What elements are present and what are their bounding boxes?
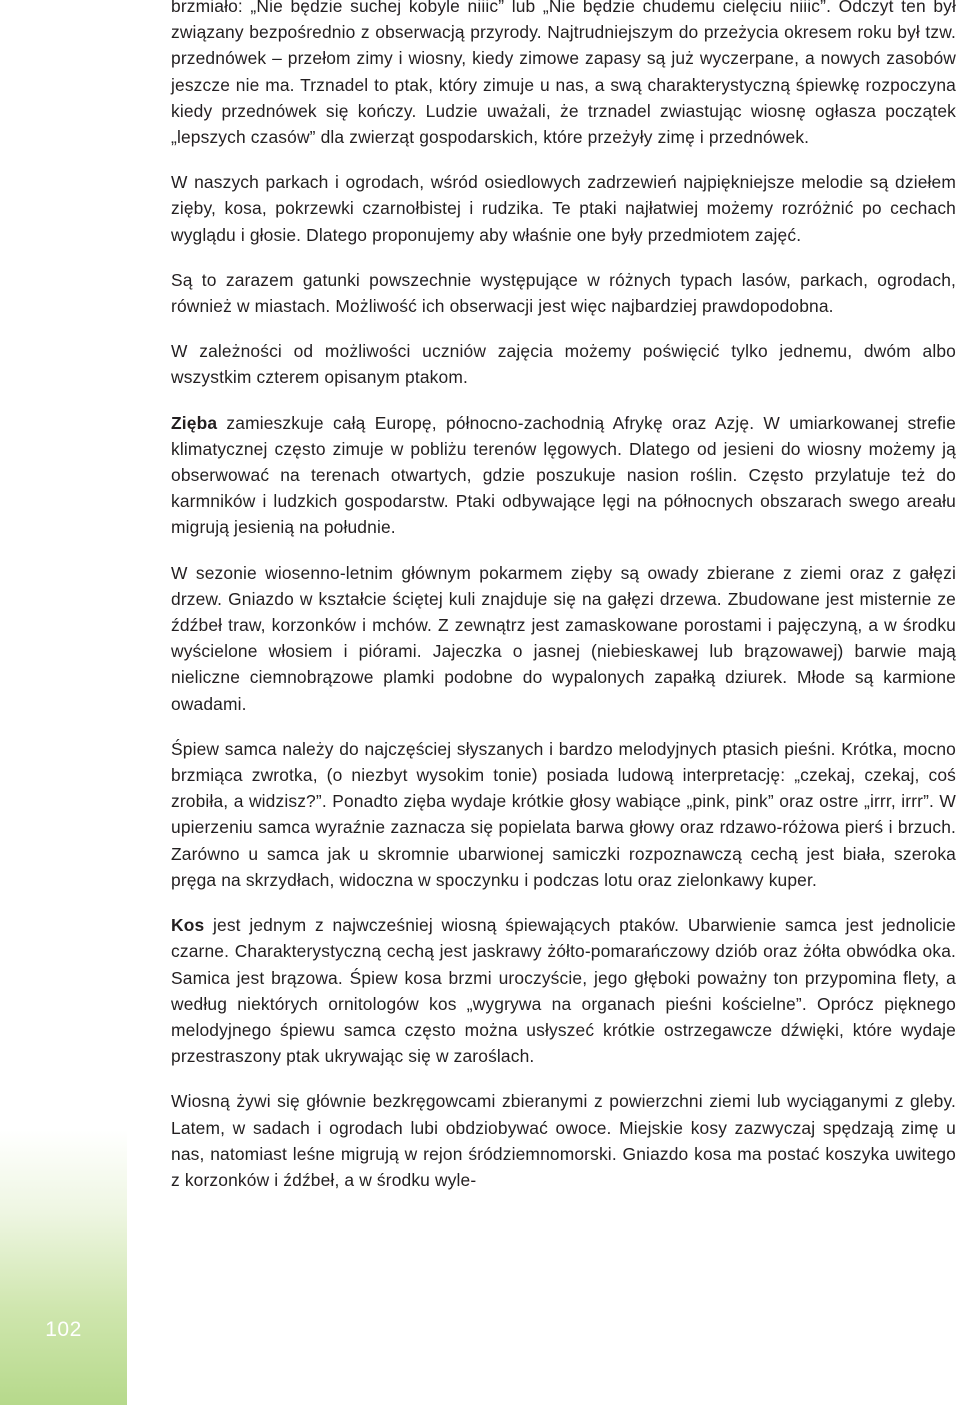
paragraph-kos-diet [171,1088,956,1193]
paragraph-text: brzmiało: „Nie będzie suchej kobyle niiic” lub „Nie będzie chudemu cielęciu niiic”. Odczyt ten był związany bezpośrednio z obserwacją przyrody. Najtrudniejszym do przeżycia okresem roku był tzw. przednówek – przełom zimy i wiosny, kiedy zimowe zapasy są już wyczerpane, a nowych zasobów jeszcze nie ma. Trznadel to ptak, który zimuje u nas, a swą charakterystyczną śpiewkę rozpoczyna kiedy przednówek się kończy. Ludzie uważali, że trznadel zwiastując wiosnę ogłasza początek „lepszych czasów” dla zwierząt gospodarskich, które przeżyły zimę i przednówek. [171,0,956,148]
paragraph-kos-song [171,912,956,1069]
paragraph-text: W zależności od możliwości uczniów zajęcia możemy poświęcić tylko jednemu, dwóm albo wszystkim czterem opisanym ptakom. [171,341,956,388]
paragraph-text: W sezonie wiosenno-letnim głównym pokarmem zięby są owady zbierane z ziemi oraz z gałęzi drzew. Gniazdo w kształcie ściętej kuli znajduje się na gałęzi drzewa. Zbudowane jest misternie ze źdźbeł traw, korzonków i mchów. Z zewnątrz jest zamaskowane porostami i pajęczyną, a w środku wyścielone włosiem i piórami. Jajeczka o jasnej (niebieskawej lub brązowawej) barwie mają nieliczne ciemnobrązowe plamki podobne do wypalonych zapałką dziurek. Młode są karmione owadami. [171,562,956,714]
paragraph-text: zamieszkuje całą Europę, północno-zachodnią Afrykę oraz Azję. W umiarkowanej strefie klimatycznej często zimuje w pobliżu terenów lęgowych. Dlatego od jesieni do wiosny możemy ją obserwować na terenach otwartych, gdzie poszukuje nasion roślin. Często przylatuje też do karmników i ludzkich gospodarstw. Ptaki odbywające lęgi na północnych obszarach swego areału migrują jesienią na południe. [171,412,956,538]
page-side-band [0,1130,127,1405]
paragraph-lesson-scope [171,338,956,390]
species-heading-zieba: Zięba [171,412,218,433]
species-heading-kos: Kos [171,915,205,936]
paragraph-przednowek [171,0,956,150]
paragraph-zieba-nest [171,560,956,717]
document-body [171,0,956,1212]
paragraph-zieba-song [171,736,956,893]
page-number: 102 [45,1318,82,1341]
paragraph-text: W naszych parkach i ogrodach, wśród osiedlowych zadrzewień najpiękniejsze melodie są dziełem zięby, kosa, pokrzewki czarnołbistej i rudzika. Te ptaki najłatwiej możemy rozróżnić po cechach wyglądu i głosie. Dlatego proponujemy aby właśnie one były przedmiotem zajęć. [171,172,956,245]
paragraph-text: Są to zarazem gatunki powszechnie występujące w różnych typach lasów, parkach, ogrodach, również w miastach. Możliwość ich obserwacji jest więc najbardziej prawdopodobna. [171,269,956,317]
paragraph-parks-birds [171,169,956,248]
paragraph-common-species [171,267,956,319]
paragraph-text: Śpiew samca należy do najczęściej słyszanych i bardzo melodyjnych ptasich pieśni. Krótka, mocno brzmiąca zwrotka, (o niezbyt wysokim tonie) posiada ludową interpretację: „czekaj, czekaj, coś zrobiła, a widzisz?”. Ponadto zięba wydaje krótkie głosy wabiące „pink, pink” oraz ostre „irrr, irrr”. W upierzeniu samca wyraźnie zaznacza się popielata barwa głowy oraz rdzawo-różowa pierś i brzuch. Zarówno u samca jak u skromnie ubarwionej samiczki rozpoznawczą cechą jest biała, szeroka pręga na skrzydłach, widoczna w spoczynku i podczas lotu oraz zielonkawy kuper. [171,738,956,890]
paragraph-zieba-range [171,410,956,541]
paragraph-text: Wiosną żywi się głównie bezkręgowcami zbieranymi z powierzchni ziemi lub wyciąganymi z gleby. Latem, w sadach i ogrodach lubi obdziobywać owoce. Miejskie kosy zazwyczaj spędzają zimę u nas, natomiast leśne migrują w rejon śródziemnomorski. Gniazdo kosa ma postać koszyka uwitego z korzonków i źdźbeł, a w środku wyle- [171,1091,956,1190]
paragraph-text: jest jednym z najwcześniej wiosną śpiewających ptaków. Ubarwienie samca jest jednolicie czarne. Charakterystyczną cechą jest jaskrawy żółto-pomarańczowy dziób oraz żółta obwódka oka. Samica jest brązowa. Śpiew kosa brzmi uroczyście, jego głęboki poważny ton przypomina flety, a według niektórych ornitologów kos „wygrywa na organach pieśni kościelne”. Oprócz pięknego melodyjnego śpiewu samca często można usłyszeć krótkie ostrzegawcze dźwięki, które wydaje przestraszony ptak ukrywając się w zaroślach. [171,915,956,1067]
